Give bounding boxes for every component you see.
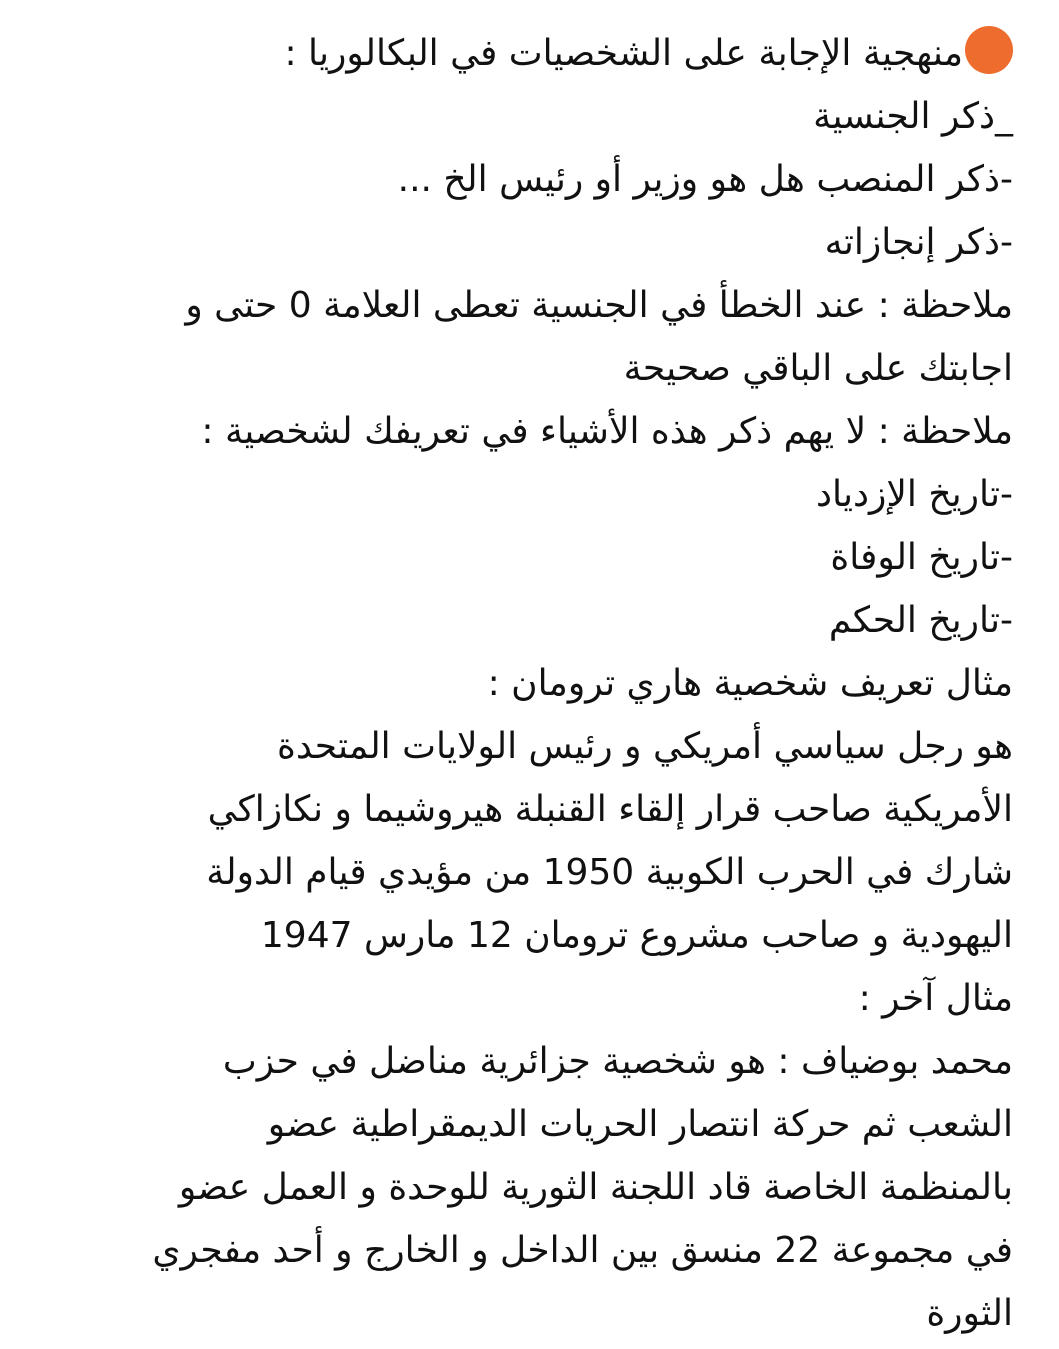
text-line: اجابتك على الباقي صحيحة xyxy=(623,348,1013,389)
text-line: -تاريخ الحكم xyxy=(828,600,1013,641)
text-line: في مجموعة 22 منسق بين الداخل و الخارج و أحد مفجري xyxy=(152,1230,1013,1271)
text-line: الشعب ثم حركة انتصار الحريات الديمقراطية عضو xyxy=(267,1104,1013,1145)
text-line: محمد بوضياف : هو شخصية جزائرية مناضل في حزب xyxy=(222,1041,1013,1082)
text-line: شارك في الحرب الكوبية 1950 من مؤيدي قيام الدولة xyxy=(206,852,1013,893)
text-line: هو رجل سياسي أمريكي و رئيس الولايات المتحدة xyxy=(277,726,1013,767)
text-line: مثال تعريف شخصية هاري ترومان : xyxy=(487,663,1013,704)
text-line: بالمنظمة الخاصة قاد اللجنة الثورية للوحدة و العمل عضو xyxy=(178,1167,1013,1208)
text-line: مثال آخر : xyxy=(858,978,1013,1019)
text-line: -ذكر إنجازاته xyxy=(824,222,1013,263)
text-line: اليهودية و صاحب مشروع ترومان 12 مارس 1947 xyxy=(260,915,1013,956)
heading-line: منهجية الإجابة على الشخصيات في البكالوريا : xyxy=(24,22,1013,85)
post-text xyxy=(24,22,1013,1345)
text-line: ملاحظة : عند الخطأ في الجنسية تعطى العلامة 0 حتى و xyxy=(185,285,1013,326)
text-line: -ذكر المنصب هل هو وزير أو رئيس الخ ... xyxy=(397,159,1013,200)
text-line: ملاحظة : لا يهم ذكر هذه الأشياء في تعريفك لشخصية : xyxy=(201,411,1013,452)
text-line: الأمريكية صاحب قرار إلقاء القنبلة هيروشيما و نكازاكي xyxy=(207,789,1013,830)
orange-circle-icon xyxy=(965,26,1013,74)
text-line: -تاريخ الوفاة xyxy=(830,537,1013,578)
text-line: الثورة xyxy=(926,1293,1013,1334)
text-line: _ذكر الجنسية xyxy=(813,96,1013,137)
text-line: -تاريخ الإزدياد xyxy=(815,474,1013,515)
